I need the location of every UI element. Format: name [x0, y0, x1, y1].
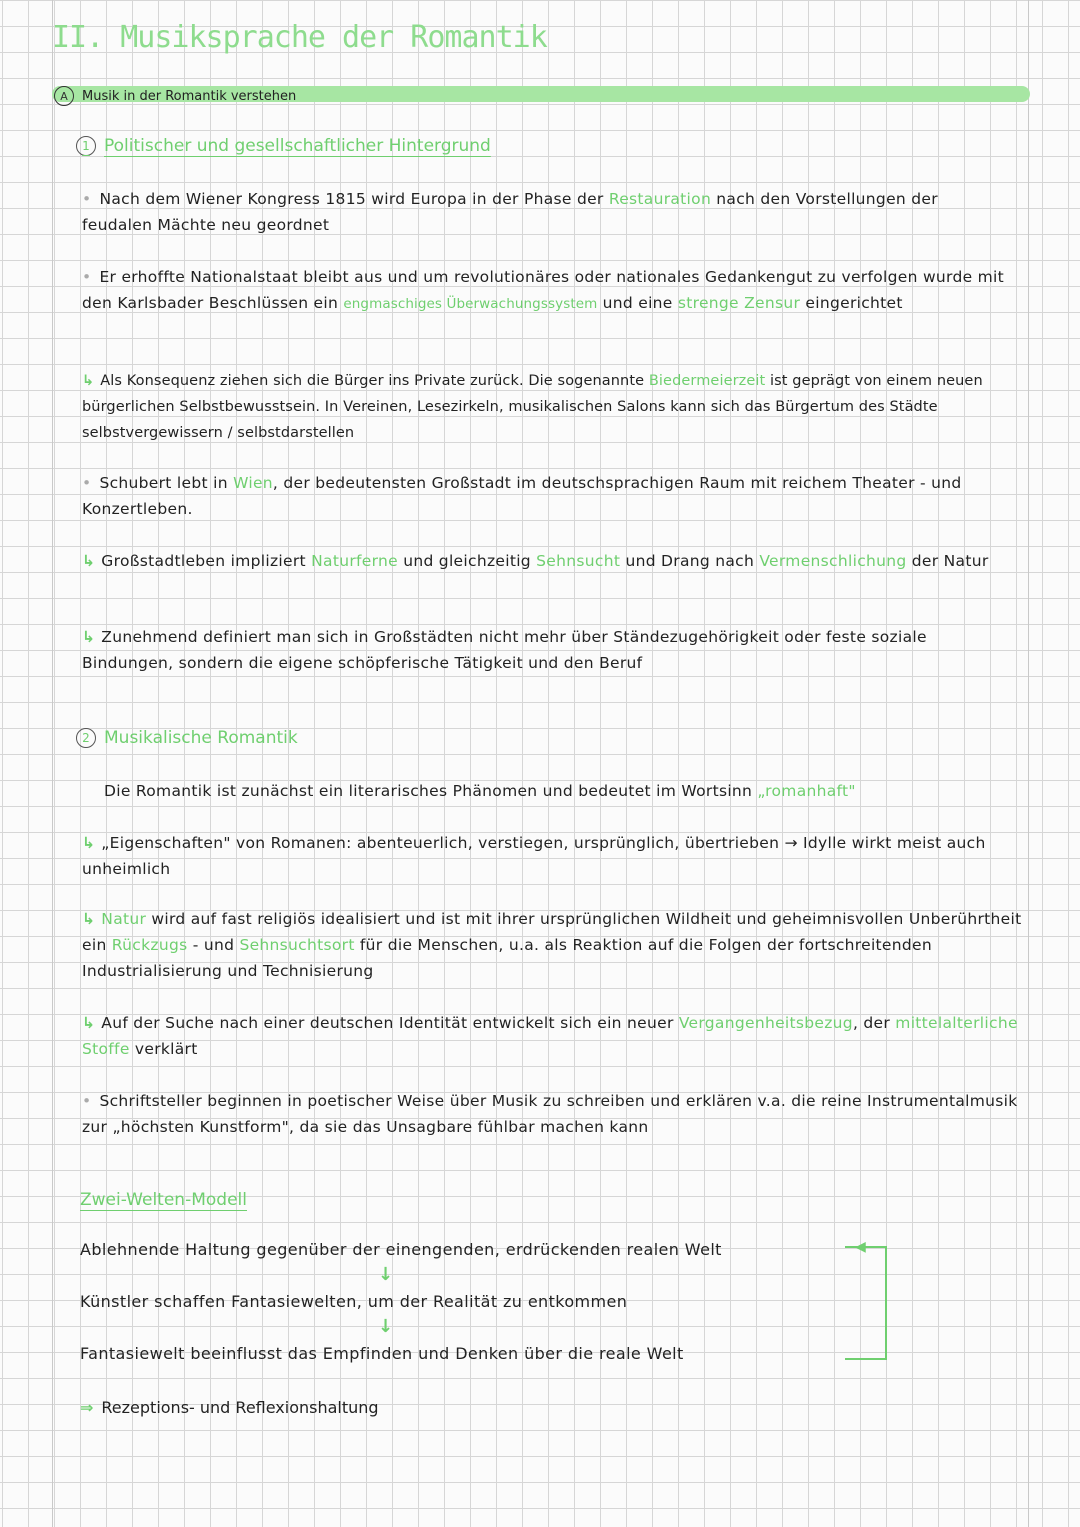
- arrow-point-3: [82, 624, 1022, 676]
- text: Als Konsequenz ziehen sich die Bürger ins Private zurück. Die sogenannte: [100, 373, 649, 389]
- text: nach den Vorstellungen der feudalen Mächte neu geordnet: [82, 190, 938, 234]
- highlight-term: „romanhaft": [757, 782, 856, 800]
- text: ist geprägt von einem neuen bürgerlichen Selbstbewusstsein. In Vereinen, Lesezirkeln, musikalischen Salons kann sich das Bürgertum des Städte selbstvergewissern / selbstdarstellen: [82, 373, 983, 441]
- intro-paragraph: [104, 778, 1024, 804]
- arrow-icon: ↳: [82, 834, 96, 852]
- highlight-term: Biedermeierzeit: [648, 373, 766, 389]
- highlight-term: Sehnsucht: [536, 552, 621, 570]
- section-1-marker: 1: [76, 136, 96, 156]
- margin-line: [52, 0, 53, 1527]
- highlight-term: Wien: [233, 474, 273, 492]
- text: Zunehmend definiert man sich in Großstädten nicht mehr über Ständezugehörigkeit oder feste soziale Bindungen, sondern die eigene schöpferische Tätigkeit und den Beruf: [82, 628, 927, 672]
- bullet-dot-icon: •: [82, 190, 92, 208]
- result-text: Rezeptions- und Reflexionshaltung: [101, 1398, 379, 1417]
- model-title: Zwei-Welten-Modell: [80, 1190, 247, 1210]
- text: Großstadtleben impliziert: [101, 552, 312, 570]
- down-arrow-icon: ↓: [378, 1316, 394, 1337]
- arrow-point-5: [82, 906, 1032, 984]
- highlight-term: mittelalterliche Stoffe: [82, 1014, 1018, 1058]
- right-margin-line: [1028, 0, 1029, 1527]
- arrow-icon: ↳: [82, 552, 96, 570]
- arrow-point-4: [82, 830, 1022, 882]
- text: Schubert lebt in: [99, 474, 234, 492]
- section-a-marker: A: [54, 86, 74, 106]
- section-2-marker: 2: [76, 728, 96, 748]
- highlight-term: Rückzugs: [111, 936, 188, 954]
- highlight-term: strenge Zensur: [677, 294, 801, 312]
- highlight-term: Sehnsuchtsort: [239, 936, 355, 954]
- bullet-dot-icon: •: [82, 1092, 92, 1110]
- highlight-term: Natur: [101, 910, 147, 928]
- text: , der: [852, 1014, 896, 1032]
- arrow-point-6: [82, 1010, 1022, 1062]
- bullet-1: [82, 186, 1012, 238]
- model-line-2: Künstler schaffen Fantasiewelten, um der Realität zu entkommen: [80, 1292, 628, 1311]
- highlight-term: engmaschiges Überwachungssystem: [343, 296, 598, 312]
- text: der Natur: [906, 552, 989, 570]
- arrow-icon: ↳: [82, 910, 96, 928]
- bullet-3: [82, 470, 1022, 522]
- highlight-term: Naturferne: [311, 552, 398, 570]
- arrow-point-2: [82, 548, 1032, 574]
- down-arrow-icon: ↓: [378, 1264, 394, 1285]
- bullet-2: [82, 264, 1022, 317]
- text: und Drang nach: [620, 552, 760, 570]
- text: Auf der Suche nach einer deutschen Identität entwickelt sich ein neuer: [101, 1014, 679, 1032]
- highlight-term: Vermenschlichung: [759, 552, 907, 570]
- text: und eine: [597, 294, 678, 312]
- model-line-3: Fantasiewelt beeinflusst das Empfinden und Denken über die reale Welt: [80, 1344, 684, 1363]
- text: für die Menschen, u.a. als Reaktion auf die Folgen der fortschreitenden Industrialisierung und Technisierung: [82, 936, 932, 980]
- text: verklärt: [129, 1040, 198, 1058]
- text: und gleichzeitig: [397, 552, 537, 570]
- arrow-icon: ↳: [82, 373, 95, 389]
- section-2-heading: [76, 728, 298, 748]
- feedback-loop-arrow: [845, 1246, 887, 1360]
- text: Schriftsteller beginnen in poetischer Weise über Musik zu schreiben und erklären v.a. die reine Instrumentalmusik zur „höchsten Kunstform", da sie das Unsagbare fühlbar machen kann: [82, 1092, 1018, 1136]
- loop-arrowhead-icon: ◀: [855, 1239, 866, 1255]
- section-2-title: Musikalische Romantik: [104, 728, 298, 748]
- text: Er erhoffte Nationalstaat bleibt aus und um revolutionäres oder nationales Gedankengut zu verfolgen wurde mit den Karlsbader Beschlüssen ein: [82, 268, 1005, 312]
- section-1-heading: [76, 136, 491, 156]
- double-arrow-icon: ⇒: [80, 1398, 94, 1417]
- bullet-dot-icon: •: [82, 474, 92, 492]
- bullet-dot-icon: •: [82, 268, 92, 286]
- text: Nach dem Wiener Kongress 1815 wird Europa in der Phase der: [99, 190, 609, 208]
- highlight-term: Vergangenheitsbezug: [678, 1014, 853, 1032]
- text: „Eigenschaften" von Romanen: abenteuerlich, verstiegen, ursprünglich, übertrieben → Idylle wirkt meist auch unheimlich: [82, 834, 986, 878]
- section-1-title: Politischer und gesellschaftlicher Hintergrund: [104, 136, 491, 156]
- text: wird auf fast religiös idealisiert und ist mit ihrer ursprünglichen Wildheit und geheimnisvollen Unberührtheit ein: [82, 910, 1022, 954]
- model-result: [80, 1398, 379, 1417]
- arrow-point-1: [82, 368, 1022, 446]
- bullet-4: [82, 1088, 1022, 1140]
- arrow-icon: ↳: [82, 628, 96, 646]
- section-a-heading: [54, 86, 296, 106]
- highlight-term: Restauration: [608, 190, 712, 208]
- text: Die Romantik ist zunächst ein literarisches Phänomen und bedeutet im Wortsinn: [104, 782, 758, 800]
- section-a-label: Musik in der Romantik verstehen: [82, 88, 297, 104]
- model-line-1: Ablehnende Haltung gegenüber der einengenden, erdrückenden realen Welt: [80, 1240, 722, 1259]
- text: - und: [187, 936, 240, 954]
- text: eingerichtet: [800, 294, 903, 312]
- arrow-icon: ↳: [82, 1014, 96, 1032]
- page-title: II. Musiksprache der Romantik: [52, 20, 547, 55]
- text: , der bedeutensten Großstadt im deutschsprachigen Raum mit reichem Theater - und Konzertleben.: [82, 474, 962, 518]
